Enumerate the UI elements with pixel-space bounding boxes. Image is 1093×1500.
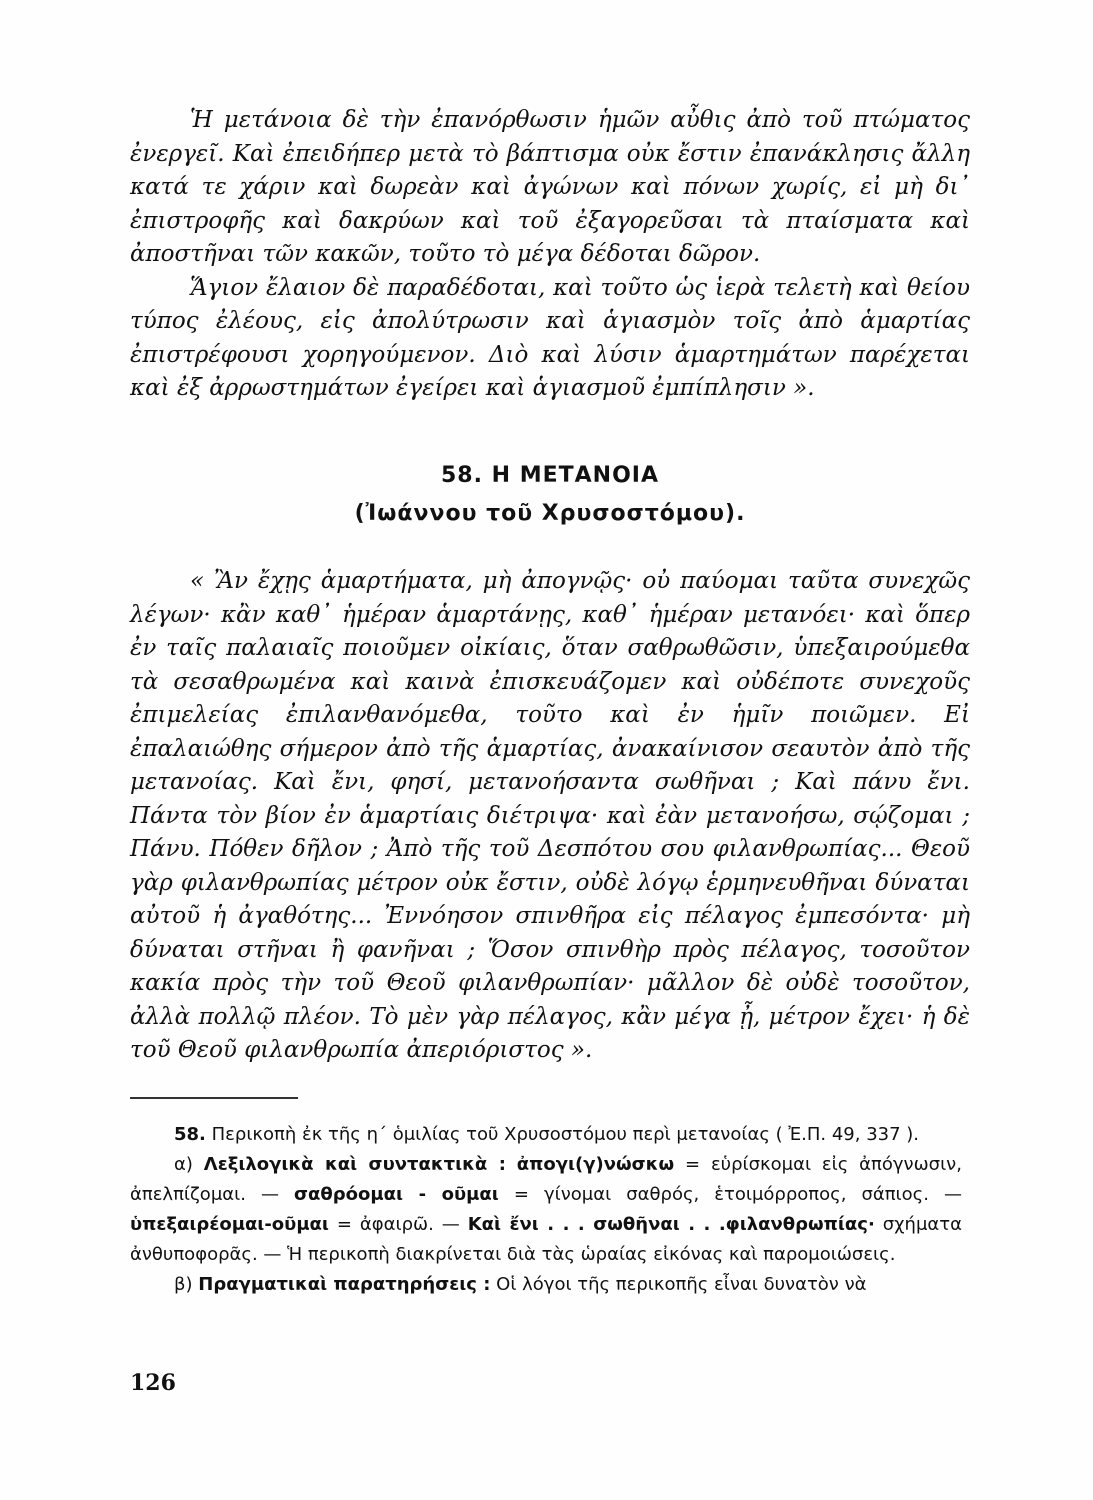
- lexical-definition: σχήματα ἀνθυποφορᾶς. — Ἡ περικοπὴ διακρίνεται διὰ τὰς ὡραίας εἰκόνας καὶ παρομοιώσεις.: [130, 1214, 962, 1265]
- footnote-divider: [130, 1097, 298, 1099]
- footnote-source-text: Περικοπὴ ἐκ τῆς η΄ ὁμιλίας τοῦ Χρυσοστόμου περὶ μετανοίας ( Ἐ.Π. 49, 337 ).: [211, 1124, 920, 1145]
- footnote-number: 58.: [174, 1124, 206, 1145]
- remarks-label: β): [174, 1274, 193, 1295]
- remarks-text: Οἱ λόγοι τῆς περικοπῆς εἶναι δυνατὸν νὰ: [496, 1274, 867, 1295]
- lexical-term: ἀπογι(γ)νώσκω: [516, 1154, 675, 1175]
- footnotes: [130, 1120, 962, 1300]
- lexical-term: ὑπεξαιρέομαι-οῦμαι: [130, 1214, 329, 1235]
- lexical-definition: = ἀφαιρῶ. —: [336, 1214, 460, 1235]
- lexical-label: α): [174, 1154, 193, 1175]
- lexical-definition: = γίνομαι σαθρός, ἑτοιμόρροπος, σάπιος. —: [513, 1184, 962, 1205]
- section-title: 58. Η ΜΕΤΑΝΟΙΑ: [441, 463, 659, 488]
- lexical-definition: = εὑρίσκομαι εἰς ἀπόγνωσιν, ἀπελπίζομαι. —: [130, 1154, 962, 1205]
- footnote-remarks: [130, 1270, 962, 1300]
- section-body: [130, 565, 970, 1068]
- page-number: 126: [130, 1370, 176, 1396]
- remarks-heading: Πραγματικαὶ παρατηρήσεις :: [198, 1274, 491, 1295]
- intro-paragraph-1: Ἡ μετάνοια δὲ τὴν ἐπανόρθωσιν ἡμῶν αὖθις ἀπὸ τοῦ πτώματος ἐνεργεῖ. Καὶ ἐπειδήπερ μετὰ τὸ βάπτισμα οὐκ ἔστιν ἐπανάκλησις ἄλλη κατά τε χάριν καὶ δωρεὰν καὶ ἀγώνων καὶ πόνων χωρίς, εἰ μὴ δι᾽ ἐπιστροφῆς καὶ δακρύων καὶ τοῦ ἐξαγορεῦσαι τὰ πταίσματα καὶ ἀποστῆναι τῶν κακῶν, τοῦτο τὸ μέγα δέδοται δῶρον.: [130, 107, 970, 267]
- section-heading: [130, 458, 970, 532]
- lexical-term: Καὶ ἔνι . . . σωθῆναι . . .φιλανθρωπίας·: [467, 1214, 875, 1235]
- section-paragraph: « Ἂν ἔχῃς ἁμαρτήματα, μὴ ἀπογνῷς· οὐ παύομαι ταῦτα συνεχῶς λέγων· κἂν καθ᾽ ἡμέραν ἁμαρτάνῃς, καθ᾽ ἡμέραν μετανόει· καὶ ὅπερ ἐν ταῖς παλαιαῖς ποιοῦμεν οἰκίαις, ὅταν σαθρωθῶσιν, ὑπεξαιρούμεθα τὰ σεσαθρωμένα καὶ καινὰ ἐπισκευάζομεν καὶ οὐδέποτε συνεχοῦς ἐπιμελείας ἐπιλανθανόμεθα, τοῦτο καὶ ἐν ἡμῖν ποιῶμεν. Εἰ ἐπαλαιώθης σήμερον ἀπὸ τῆς ἁμαρτίας, ἀνακαίνισον σεαυτὸν ἀπὸ τῆς μετανοίας. Καὶ ἔνι, φησί, μετανοήσαντα σωθῆναι ; Καὶ πάνυ ἔνι. Πάντα τὸν βίον ἐν ἁμαρτίαις διέτριψα· καὶ ἐὰν μετανοήσω, σῴζομαι ; Πάνυ. Πόθεν δῆλον ; Ἀπὸ τῆς τοῦ Δεσπότου σου φιλανθρωπίας... Θεοῦ γὰρ φιλανθρωπίας μέτρον οὐκ ἔστιν, οὐδὲ λόγῳ ἑρμηνευθῆναι δύναται αὐτοῦ ἡ ἀγαθότης... Ἐννόησον σπινθῆρα εἰς πέλαγος ἐμπεσόντα· μὴ δύναται στῆναι ἢ φανῆναι ; Ὅσον σπινθὴρ πρὸς πέλαγος, τοσοῦτον κακία πρὸς τὴν τοῦ Θεοῦ φιλανθρωπίαν· μᾶλλον δὲ οὐδὲ τοσοῦτον, ἀλλὰ πολλῷ πλέον. Τὸ μὲν γὰρ πέλαγος, κἂν μέγα ᾖ, μέτρον ἔχει· ἡ δὲ τοῦ Θεοῦ φιλανθρωπία ἀπεριόριστος ».: [130, 568, 970, 1063]
- footnote-source: [130, 1120, 962, 1150]
- lexical-term: σαθρόομαι - οῦμαι: [294, 1184, 499, 1205]
- lexical-heading: Λεξιλογικὰ καὶ συντακτικὰ :: [203, 1154, 506, 1175]
- intro-text: [130, 104, 970, 406]
- section-subtitle: (Ἰωάννου τοῦ Χρυσοστόμου).: [354, 501, 746, 526]
- footnote-lexical: [130, 1150, 962, 1270]
- intro-paragraph-2: Ἅγιον ἔλαιον δὲ παραδέδοται, καὶ τοῦτο ὡς ἱερὰ τελετὴ καὶ θείου τύπος ἐλέους, εἰς ἀπολύτρωσιν καὶ ἁγιασμὸν τοῖς ἀπὸ ἁμαρτίας ἐπιστρέφουσι χορηγούμενον. Διὸ καὶ λύσιν ἁμαρτημάτων παρέχεται καὶ ἐξ ἀρρωστημάτων ἐγείρει καὶ ἁγιασμοῦ ἐμπίπλησιν ».: [130, 274, 970, 401]
